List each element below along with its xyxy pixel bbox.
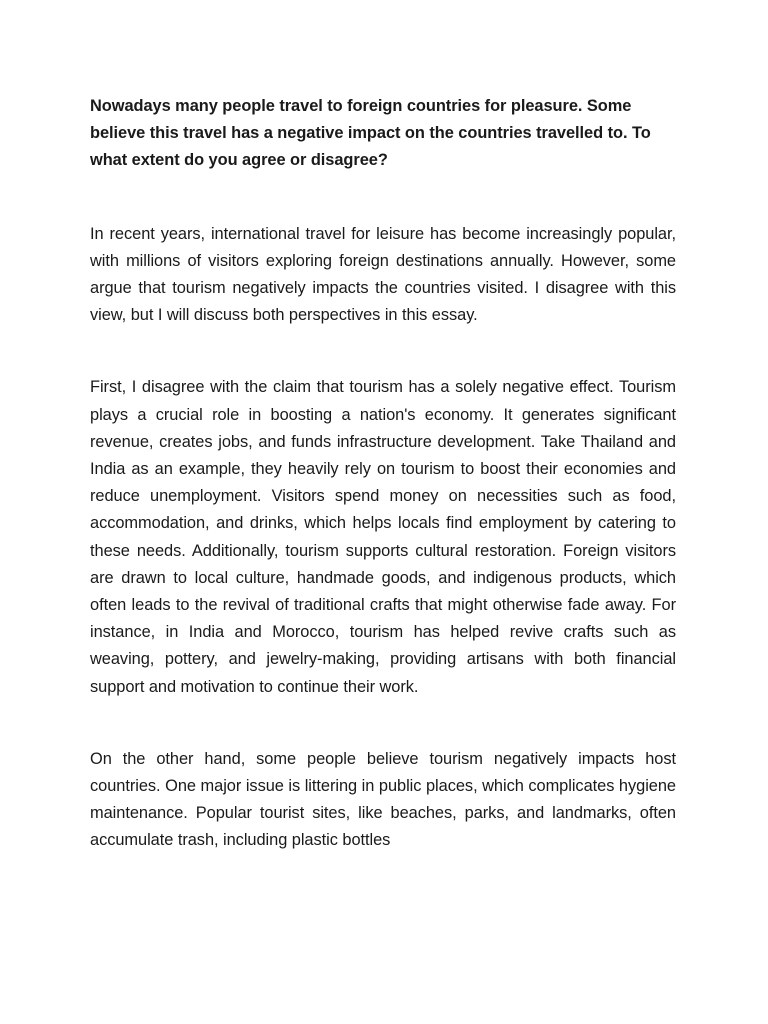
essay-question: Nowadays many people travel to foreign countries for pleasure. Some believe this travel has a negative impact on the countries travelled to. To what extent do you agree or disagree? <box>90 97 651 170</box>
document-page <box>90 93 676 900</box>
intro-paragraph: In recent years, international travel for leisure has become increasingly popular, with millions of visitors exploring foreign destinations annually. However, some argue that tourism negatively impacts the countries visited. I disagree with this view, but I will discuss both perspectives in this essay. <box>90 224 676 325</box>
body-paragraph-1: First, I disagree with the claim that tourism has a solely negative effect. Tourism plays a crucial role in boosting a nation's economy. It generates significant revenue, creates jobs, and funds infrastructure development. Take Thailand and India as an example, they heavily rely on tourism to boost their economies and reduce unemployment. Visitors spend money on necessities such as food, accommodation, and drinks, which helps locals find employment by catering to these needs. Additionally, tourism supports cultural restoration. Foreign visitors are drawn to local culture, handmade goods, and indigenous products, which often leads to the revival of traditional crafts that might otherwise fade away. For instance, in India and Morocco, tourism has helped revive crafts such as weaving, pottery, and jewelry-making, providing artisans with both financial support and motivation to continue their work. <box>90 378 676 696</box>
body-paragraph-2: On the other hand, some people believe tourism negatively impacts host countries. One major issue is littering in public places, which complicates hygiene maintenance. Popular tourist sites, like beaches, parks, and landmarks, often accumulate trash, including plastic bottles <box>90 749 676 850</box>
